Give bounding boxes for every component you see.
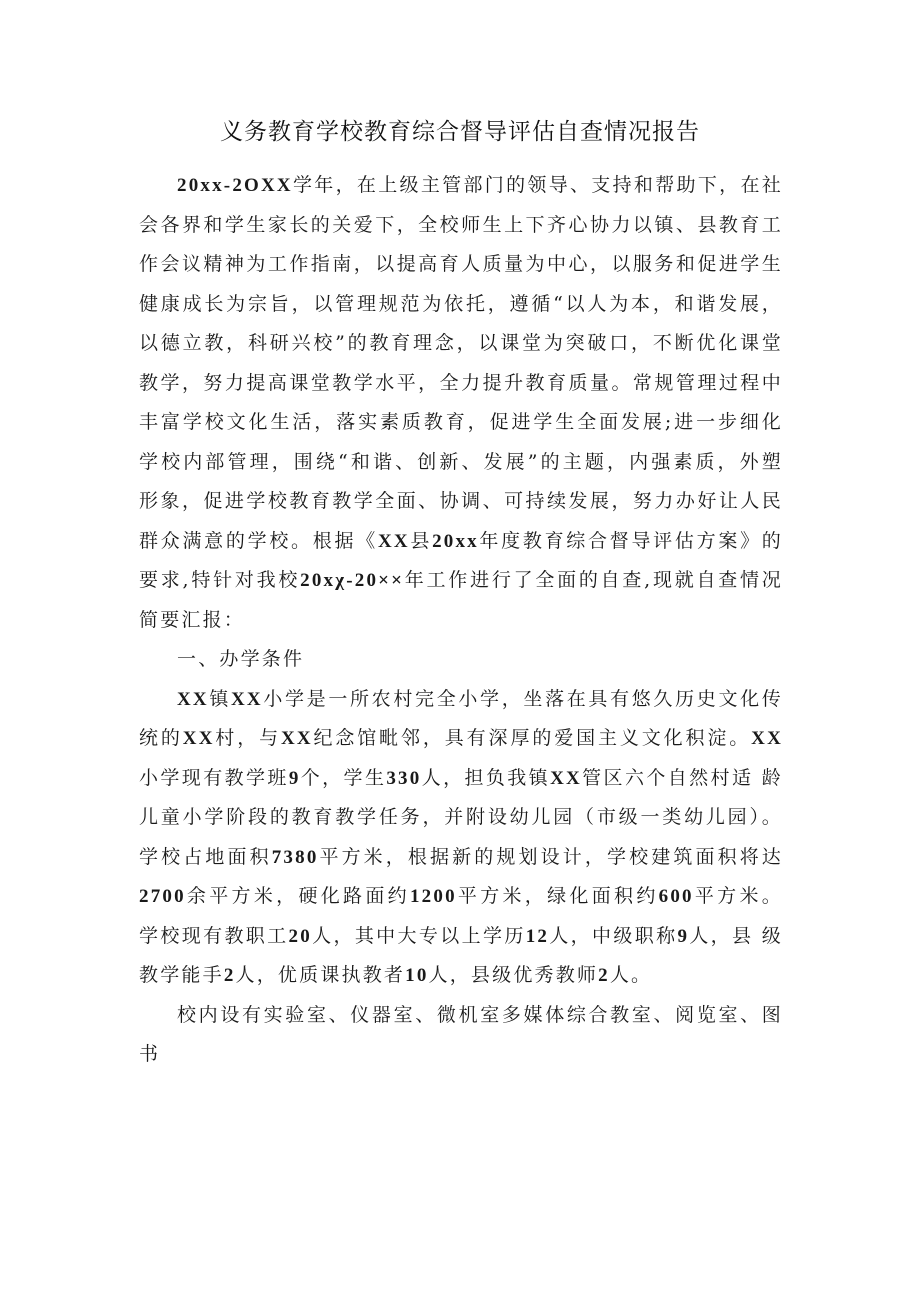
text-run: 平方米，绿化面积约 (456, 885, 659, 907)
text-run: 个，学生 (300, 766, 387, 789)
text-run: 20xx (432, 530, 479, 552)
text-run: XX (177, 688, 209, 710)
text-run: XX (377, 530, 410, 552)
text-run: 人，其中大专以上学历 (311, 924, 526, 947)
text-run: 村，与 (214, 727, 281, 749)
section-heading: 一、办学条件 (177, 648, 305, 670)
text-run: 学年，在上级主管部门的领导、支持和帮助下，在社 会各界和学生家长的关爱下，全校师生上下齐心协力以镇、县教育工 作会议精神为工作指南，以提高育人质量为中心，以服务和促进学生 健康成长为宗旨，以管理规范为依托，遵循“以人为本，和谐发展， 以德立教，科研兴校”的教育理念，以课堂为突破口，不断优化课堂 教学，努力提高课堂教学水平，全力提升教育质量。常规管理过程中 丰富学校文化生活，落实素质教育，促进学生全面发展;进一步细化 学校内部管理，围绕“和谐、创新、发展”的主题，内强素质，外塑 形象，促进学校教育教学全面、协调、可持续发展，努力办好让人民 群众满意的学校。根据《 (139, 174, 783, 552)
text-run: 20xx-2OXX (177, 175, 293, 196)
text-run: 7380 (271, 846, 319, 868)
paragraph-intro (139, 166, 783, 640)
text-run: XX (182, 728, 215, 749)
document-body (139, 166, 783, 1075)
text-run: 年工作进行了全面的自查,现就自查情况 简要汇报： (139, 569, 784, 631)
text-run: 2 (223, 965, 236, 986)
paragraph-facilities (139, 996, 783, 1075)
text-run: 小学是一所农村完全小学，坐落在具有悠久历史文化传 统的 (139, 687, 783, 749)
text-run: 人，担负我镇 (421, 766, 551, 789)
text-run: 校内设有实验室、仪器室、微机室多媒体综合教室、阅览室、图 书 (139, 1003, 783, 1065)
text-run: 20xχ-20×× (300, 570, 405, 591)
text-run: 10 (405, 965, 429, 986)
text-run: 人，县级优秀教师 (428, 964, 599, 986)
text-run: 年度教育综合督导评估方案》的 要求,特针对我校 (139, 529, 783, 591)
text-run: 人，优质课执教者 (235, 964, 406, 986)
text-run: 镇 (208, 687, 231, 710)
text-run: 330 (386, 767, 422, 789)
text-run: XX (280, 728, 313, 749)
text-run: 2700 (139, 886, 186, 907)
text-run: 平方米。 学校现有教职工 (139, 885, 783, 947)
text-run: 20 (288, 925, 312, 947)
text-run: 600 (658, 886, 694, 907)
text-run: 9 (677, 925, 690, 947)
text-run: 2 (598, 965, 610, 986)
text-run: XX (231, 688, 263, 710)
text-run: 人，中级职称 (549, 924, 678, 947)
text-run: 12 (525, 925, 550, 947)
text-run: 9 (288, 767, 301, 789)
text-run: XX (550, 767, 582, 789)
paragraph-school-conditions (139, 680, 783, 996)
text-run: 平方米，根据新的规划设计，学校建筑面积将达 (318, 845, 784, 868)
text-run: 人，县 级教学能手 (139, 924, 783, 986)
text-run: 管区六个自然村适 龄儿童小学阶段的教育教学任务，并附设幼儿园（市级一类幼儿园）。 学校占地面积 (139, 766, 784, 868)
text-run: 县 (409, 529, 433, 552)
text-run: 纪念馆毗邻，具有深厚的爱国主义文化积淀。 (312, 727, 752, 749)
text-run: 小学现有教学班 (139, 766, 289, 789)
document-title: 义务教育学校教育综合督导评估自查情况报告 (220, 119, 700, 145)
text-run: 人。 (609, 964, 653, 986)
text-run: 1200 (409, 886, 457, 907)
text-run: 余平方米，硬化路面约 (185, 885, 410, 907)
text-run: XX (751, 728, 783, 749)
